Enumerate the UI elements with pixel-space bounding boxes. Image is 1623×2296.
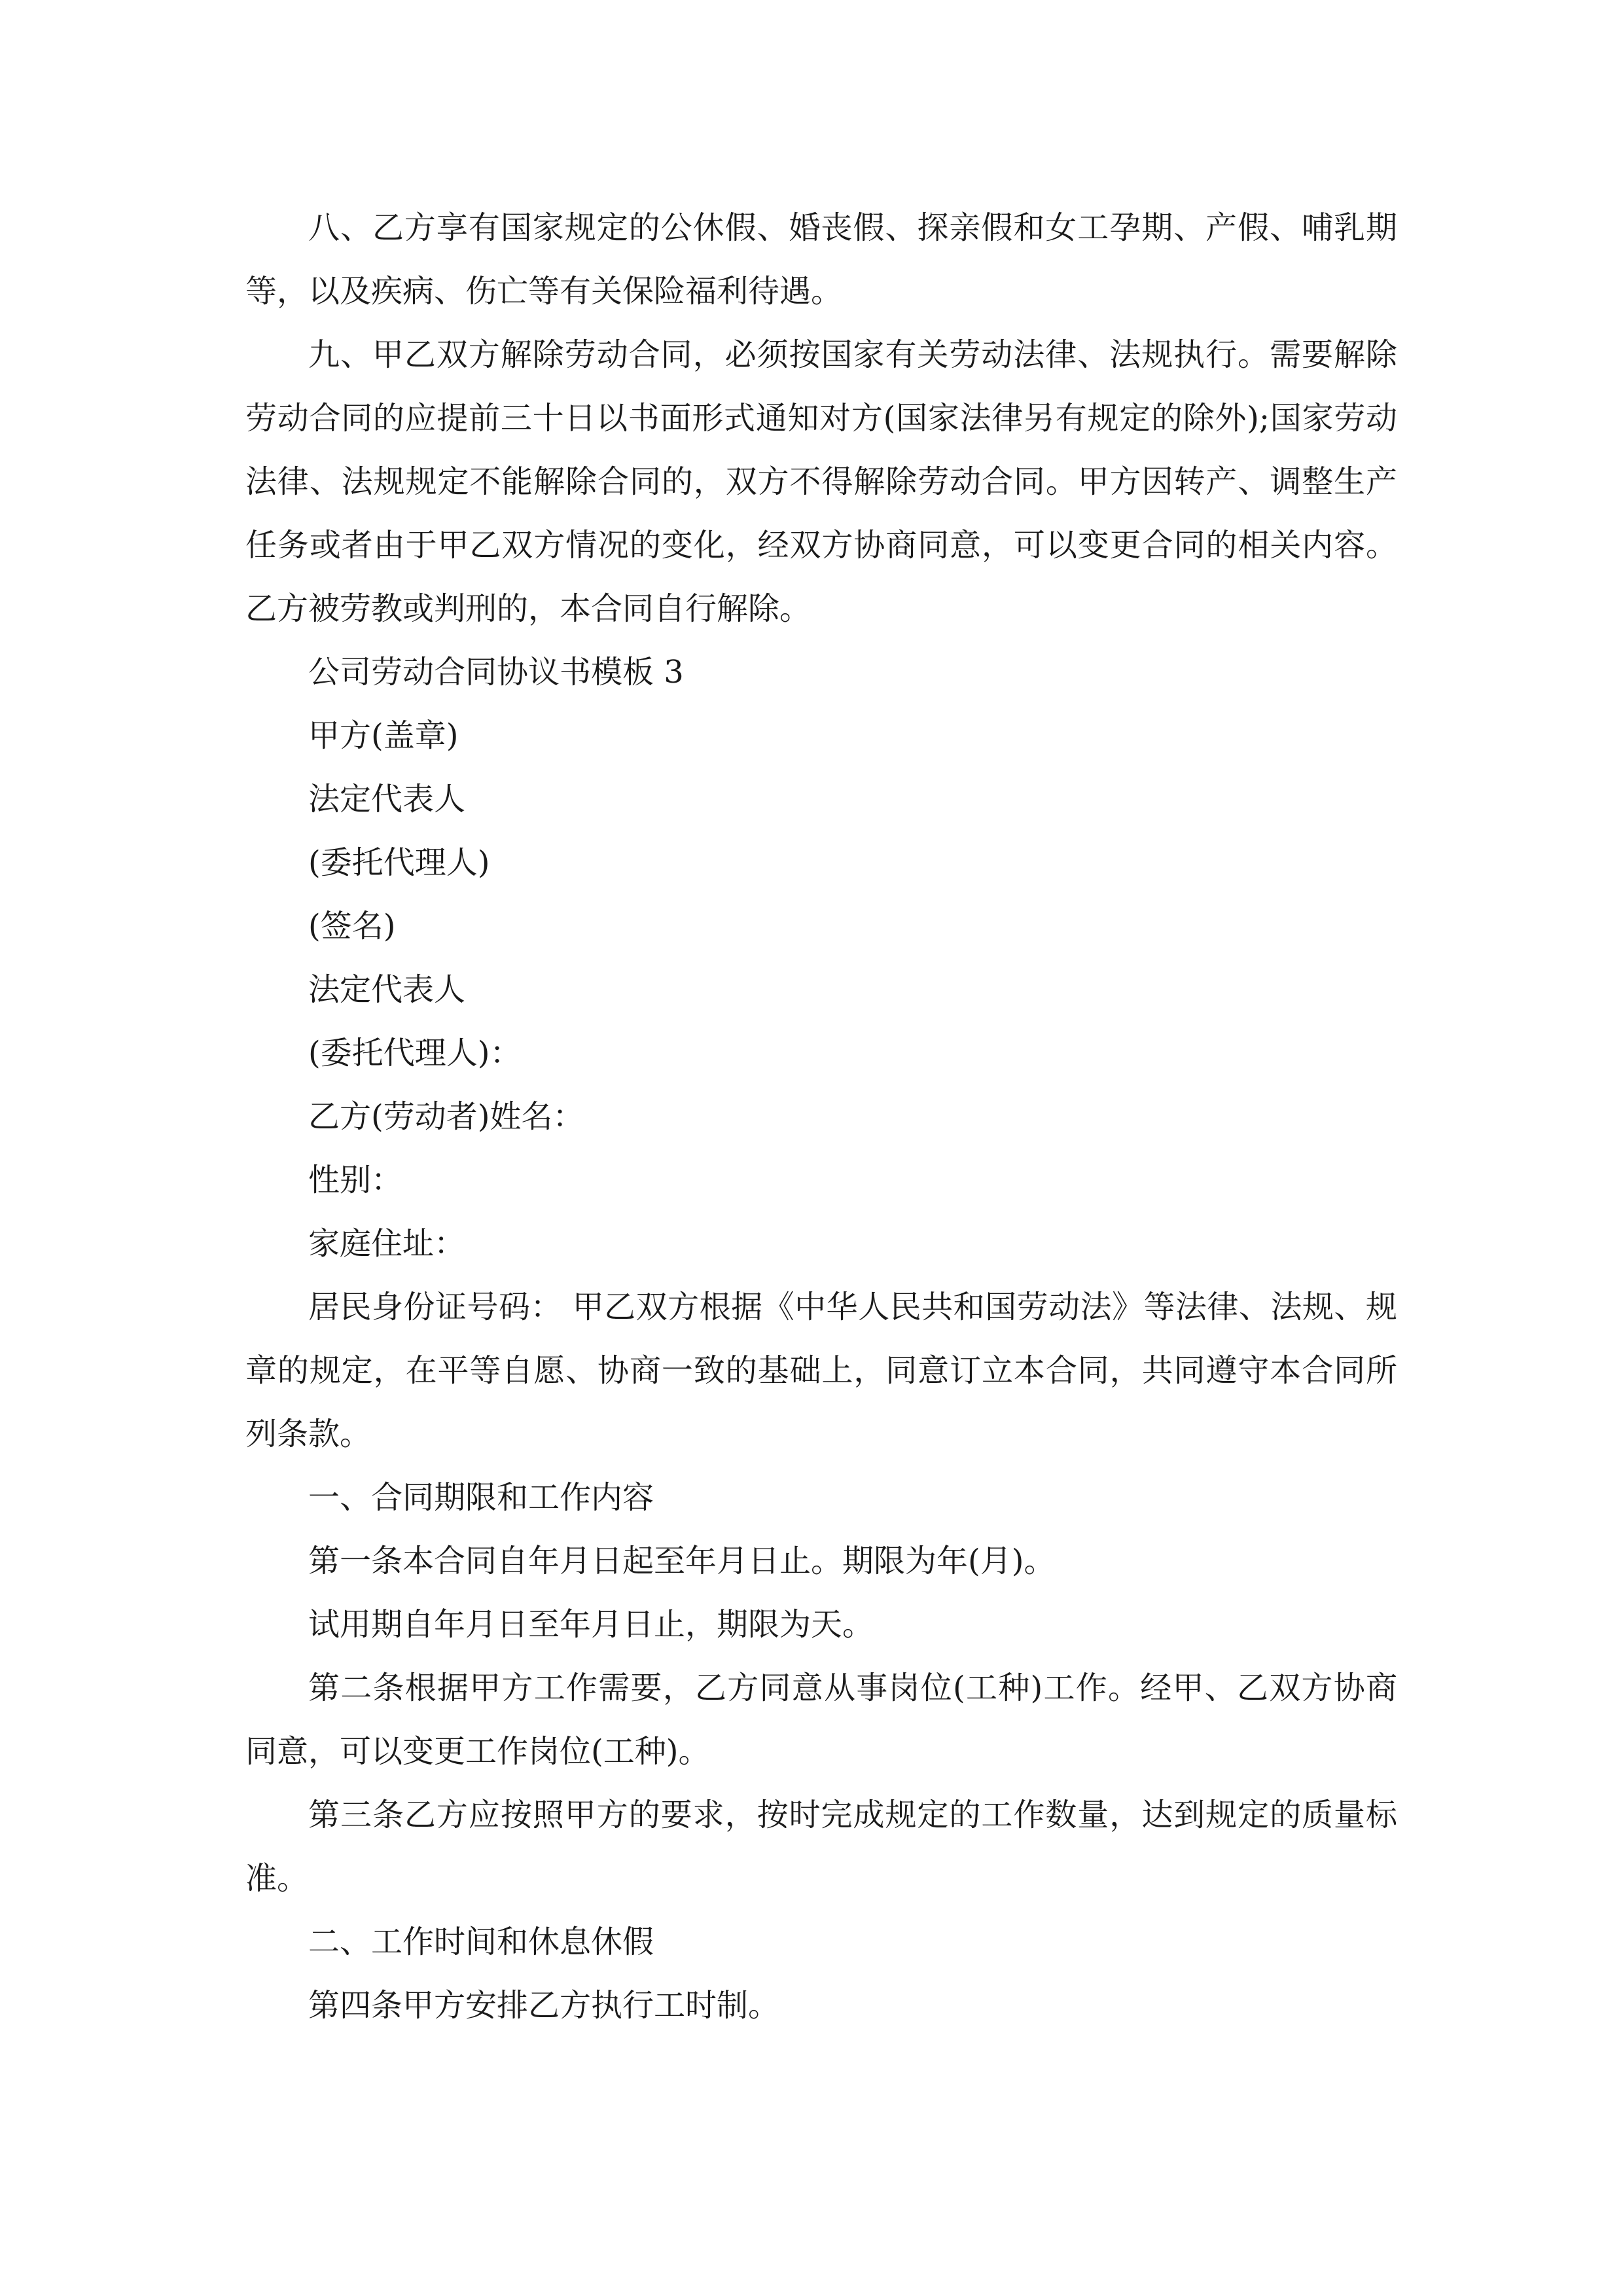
id-number-and-preamble: 居民身份证号码： 甲乙双方根据《中华人民共和国劳动法》等法律、法规、规章的规定，在平等自愿、协商一致的基础上，同意订立本合同，共同遵守本合同所列条款。 bbox=[245, 1289, 1397, 1452]
article-1: 第一条本合同自年月日起至年月日止。期限为年(月)。 bbox=[308, 1543, 1056, 1579]
gender-field: 性别： bbox=[308, 1162, 403, 1198]
party-a-seal: 甲方(盖章) bbox=[308, 717, 459, 754]
legal-representative-a: 法定代表人 bbox=[308, 781, 466, 817]
paragraph-article-8: 八、乙方享有国家规定的公休假、婚丧假、探亲假和女工孕期、产假、哺乳期等，以及疾病、伤亡等有关保险福利待遇。 bbox=[245, 209, 1397, 310]
probation-period: 试用期自年月日至年月日止，期限为天。 bbox=[308, 1606, 874, 1643]
article-2: 第二条根据甲方工作需要，乙方同意从事岗位(工种)工作。经甲、乙双方协商同意，可以变更工作岗位(工种)。 bbox=[245, 1670, 1397, 1770]
signature-label: (签名) bbox=[308, 908, 396, 944]
article-4: 第四条甲方安排乙方执行工时制。 bbox=[308, 1987, 780, 2024]
entrusted-agent-b: (委托代理人)： bbox=[308, 1035, 522, 1071]
heading-work-hours: 二、工作时间和休息休假 bbox=[308, 1924, 654, 1960]
entrusted-agent-a: (委托代理人) bbox=[308, 844, 490, 881]
party-b-name: 乙方(劳动者)姓名： bbox=[308, 1098, 584, 1135]
paragraph-article-9: 九、甲乙双方解除劳动合同，必须按国家有关劳动法律、法规执行。需要解除劳动合同的应提前三十日以书面形式通知对方(国家法律另有规定的除外);国家劳动法律、法规规定不能解除合同的，双方不得解除劳动合同。甲方因转产、调整生产任务或者由于甲乙双方情况的变化，经双方协商同意，可以变更合同的相关内容。乙方被劳教或判刑的，本合同自行解除。 bbox=[245, 336, 1397, 627]
home-address-field: 家庭住址： bbox=[308, 1225, 466, 1262]
article-3: 第三条乙方应按照甲方的要求，按时完成规定的工作数量，达到规定的质量标准。 bbox=[245, 1797, 1397, 1897]
section-title-template-3: 公司劳动合同协议书模板 3 bbox=[308, 654, 684, 691]
document-body bbox=[245, 196, 1397, 2037]
legal-representative-b: 法定代表人 bbox=[308, 971, 466, 1008]
heading-contract-term: 一、合同期限和工作内容 bbox=[308, 1479, 654, 1516]
